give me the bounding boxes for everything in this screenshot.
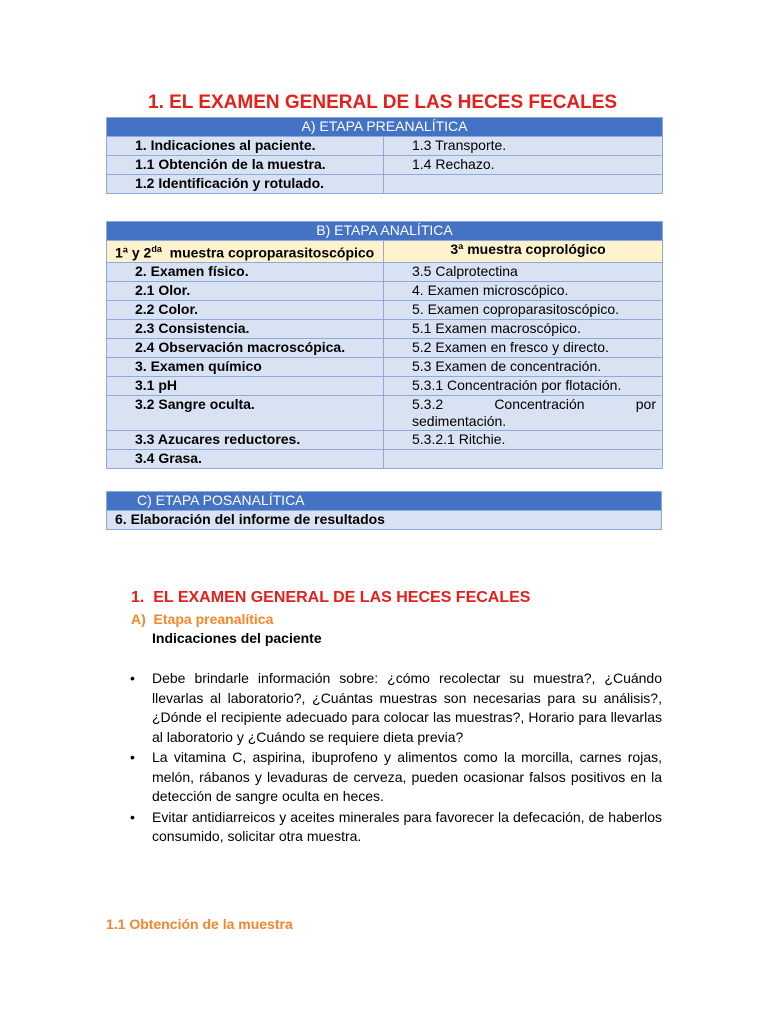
subheader-text: muestra coproparasitoscópico xyxy=(161,244,375,261)
table-cell: 5.1 Examen macroscópico. xyxy=(384,319,663,338)
table-cell: 4. Examen microscópico. xyxy=(384,281,663,300)
table-cell: 3. Examen químico xyxy=(107,357,384,376)
bullet-icon: • xyxy=(130,808,135,825)
table-header: A) ETAPA PREANALÍTICA xyxy=(107,118,663,137)
table-subheader-left xyxy=(107,241,384,263)
table-cell: 2.2 Color. xyxy=(107,300,384,319)
table-cell: 3.5 Calprotectina xyxy=(384,262,663,281)
table-cell xyxy=(384,449,663,468)
table-cell: 5.3.1 Concentración por flotación. xyxy=(384,376,663,395)
table-row xyxy=(107,300,663,319)
table-cell: 5.3.2 Concentración por sedimentación. xyxy=(384,395,663,430)
table-cell xyxy=(384,175,663,194)
table-posanalitica xyxy=(106,491,662,530)
table-subheader-row xyxy=(107,241,663,263)
table-cell: 1.1 Obtención de la muestra. xyxy=(107,156,384,175)
table-row xyxy=(107,357,663,376)
table-row xyxy=(107,376,663,395)
table-row xyxy=(107,281,663,300)
table-cell: 5. Examen coproparasitoscópico. xyxy=(384,300,663,319)
subheader-text: 1ª y 2 xyxy=(115,244,152,261)
section-title: 1. EL EXAMEN GENERAL DE LAS HECES FECALES xyxy=(131,589,531,606)
table-row xyxy=(107,319,663,338)
bullet-icon: • xyxy=(130,749,135,765)
next-heading: 1.1 Obtención de la muestra xyxy=(106,916,293,932)
table-row xyxy=(107,449,663,468)
table-cell: 3.3 Azucares reductores. xyxy=(107,430,384,449)
section-subtitle: A) Etapa preanalítica xyxy=(131,611,274,627)
table-row xyxy=(107,338,663,357)
table-header: B) ETAPA ANALÍTICA xyxy=(107,222,663,241)
list-item-text: La vitamina C, aspirina, ibuprofeno y alimentos como la morcilla, carnes rojas, melón, rábanos y levaduras de cerveza, pueden ocasionar falsos positivos en la detección de sangre oculta en heces. xyxy=(152,749,662,804)
table-cell: 1.4 Rechazo. xyxy=(384,156,663,175)
table-row xyxy=(107,395,663,430)
table-cell: 2. Examen físico. xyxy=(107,262,384,281)
table-row xyxy=(107,175,663,194)
list-item-text: Evitar antidiarreicos y aceites minerales para favorecer la defecación, de haberlos consumido, solicitar otra muestra. xyxy=(152,808,662,844)
table-subheader-right: 3ª muestra coprológico xyxy=(384,241,663,263)
table-row xyxy=(107,156,663,175)
table-row xyxy=(107,430,663,449)
table-analitica xyxy=(106,221,663,469)
section-subheading: Indicaciones del paciente xyxy=(152,630,322,646)
table-cell: 3.4 Grasa. xyxy=(107,449,384,468)
bullet-list xyxy=(130,669,662,848)
list-item xyxy=(130,669,662,747)
list-item-text: Debe brindarle información sobre: ¿cómo recolectar su muestra?, ¿Cuándo llevarlas al laboratorio?, ¿Cuántas muestras son necesarias para su análisis?, ¿Dónde el recipiente adecuado para colocar las muestras?, Horario para llevarlas al laboratorio y ¿Cuándo se requiere dieta previa? xyxy=(152,670,662,745)
table-preanalitica xyxy=(106,117,663,194)
table-cell: 5.2 Examen en fresco y directo. xyxy=(384,338,663,357)
table-cell: 1.3 Transporte. xyxy=(384,137,663,156)
table-cell: 3.2 Sangre oculta. xyxy=(107,395,384,430)
table-cell: 2.1 Olor. xyxy=(107,281,384,300)
table-cell: 1.2 Identificación y rotulado. xyxy=(107,175,384,194)
table-cell: 2.4 Observación macroscópica. xyxy=(107,338,384,357)
subheader-superscript: da xyxy=(151,244,162,254)
table-cell: 5.3 Examen de concentración. xyxy=(384,357,663,376)
table-row xyxy=(107,511,662,530)
table-cell: 5.3.2.1 Ritchie. xyxy=(384,430,663,449)
table-row xyxy=(107,262,663,281)
list-item xyxy=(130,808,662,847)
table-header: C) ETAPA POSANALÍTICA xyxy=(107,492,662,511)
table-row xyxy=(107,137,663,156)
table-cell: 3.1 pH xyxy=(107,376,384,395)
list-item xyxy=(130,748,662,807)
table-cell: 6. Elaboración del informe de resultados xyxy=(107,511,662,530)
page-title: 1. EL EXAMEN GENERAL DE LAS HECES FECALES xyxy=(148,92,618,113)
table-cell: 1. Indicaciones al paciente. xyxy=(107,137,384,156)
bullet-icon: • xyxy=(130,670,135,686)
table-cell: 2.3 Consistencia. xyxy=(107,319,384,338)
